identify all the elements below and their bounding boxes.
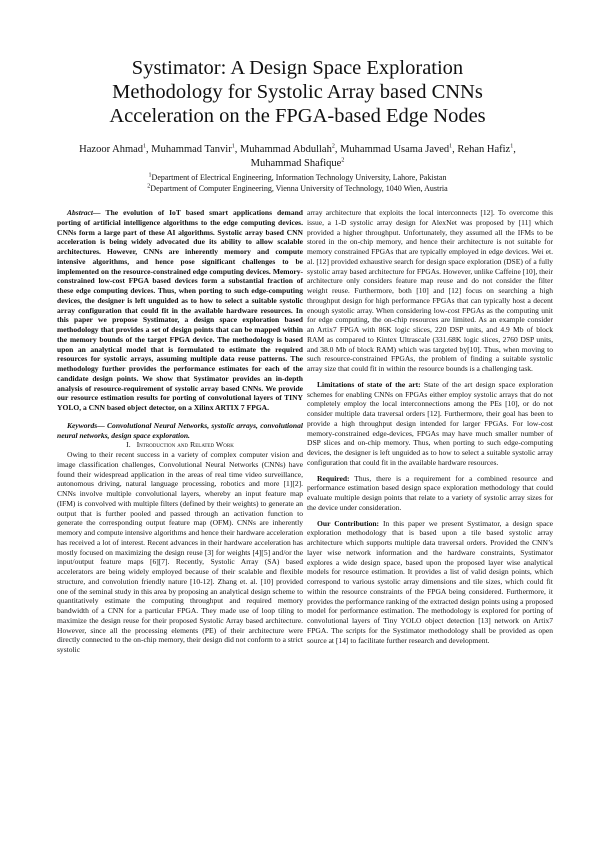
affiliations bbox=[60, 173, 535, 194]
title-line: Systimator: A Design Space Exploration bbox=[131, 57, 464, 79]
affiliation-1: $^1$Department of Electrical Engineering, Information Technology University, Lahore, Pakistan bbox=[148, 172, 447, 182]
abstract: Abstract— The evolution of IoT based smart applications demand porting of artificial intelligence algorithms to the edge computing devices. CNNs form a large part of these AI algorithms. Systolic array based CNN acceleration is being widely advocated due its ability to allow scalable architectures. However, CNNs are inherently memory and compute intensive algorithms, and hence pose significant challenges to be implemented on the resource-constrained edge computing devices. Memory-constrained low-cost FPGA based devices form a substantial fraction of these edge computing devices. Thus, when porting to such edge-computing devices, the designer is left unguided as to how to select a suitable systolic array configuration that could fit in the available hardware resources. In this paper we propose Systimator, a design space exploration based methodology that provides a set of design points that can be mapped within the memory bounds of the target FPGA device. The methodology is based upon an analytical model that is formulated to estimate the required resources for systolic arrays, assuming multiple data reuse patterns. The methodology further provides the performance estimates for each of the candidate design points. We show that Systimator provides an in-depth analysis of resource-requirement of systolic array based CNNs. We provide our resource estimation results for porting of convolutional layers of TINY YOLO, a CNN based object detector, on a Xilinx ARTIX 7 FPGA. bbox=[57, 208, 303, 412]
keywords: Keywords— Convolutional Neural Networks, systolic arrays, convolutional neural networks, design space exploration. bbox=[57, 420, 303, 440]
required-paragraph: Required: Thus, there is a requirement for a combined resource and performance estimation based design space exploration methodology that could evaluate multiple design points that relate to a variety of systolic array sizes for the device under consideration. bbox=[307, 473, 553, 512]
section-heading: I. Introduction and Related Work bbox=[126, 440, 234, 450]
author-name: , Rehan Hafiz bbox=[452, 144, 511, 155]
left-column bbox=[57, 208, 303, 655]
author-name: , Muhammad Usama Javed bbox=[334, 144, 450, 155]
author-list: Hazoor Ahmad$^1$, Muhammad Tanvir$^1$, Muhammad Abdullah$^2$, Muhammad Usama Javed$^1$, Rehan Hafiz$^1$, Muhammad Shafique$^2$ bbox=[79, 143, 516, 169]
paper-title bbox=[60, 56, 535, 128]
title-line: Acceleration on the FPGA-based Edge Nodes bbox=[109, 105, 486, 127]
contribution-paragraph: Our Contribution: In this paper we present Systimator, a design space exploration methodology that is based upon a tile based systolic array architecture which supports multiple data traversal orders. Provided the CNN’s layer wise network information and the hardware constraints, Systimator explores a wide design space, based upon the proposed layer wise analytical models for resource estimation. It provides a list of valid design points, which correspond to various systolic array dimensions and tile sizes, which could fit within the resource constraints of the FPGA being considered. Furthermore, it provides the performance ranking of the extracted design points using a proposed model for performance estimation. The methodology is explored for porting of convolutional layers of Tiny YOLO object detection [13] network on Artix7 FPGA. The scripts for the Systimator methodology shall be provided as open source at [14] to facilitate further research and development. bbox=[307, 518, 553, 645]
author-name: , Muhammad Abdullah bbox=[234, 144, 332, 155]
author-name: , Muhammad Tanvir bbox=[146, 144, 232, 155]
title-line: Methodology for Systolic Array based CNNs bbox=[112, 81, 483, 103]
affiliation-2: $^2$Department of Computer Engineering, Vienna University of Technology, 1040 Wien, Austria bbox=[147, 182, 448, 193]
body-paragraph: array architecture that exploits the local interconnects [12]. To overcome this issue, a 1-D systolic array design for AlexNet was proposed by [11] which provided a higher throughput. Unfortunately, they assumed all the IFMs to be stored in the on-chip memory, and hence their architecture is not suitable for memory constrained FPGAs that are typically employed in edge devices. Wei et. al. [12] provided exhaustive search for design space exploration (DSE) of a fully systolic array based architecture for FPGAs. However, unlike Caffeine [10], their architecture only considers feature map reuse and do not consider the filter weight reuse. Furthermore, both [10] and [12] focus on searching a high throughput design for high performance FPGAs that can typically host a decent enough systolic array. When considering low-cost FPGAs as the computing unit for edge computing, the on-chip resources are limited. As an example consider an Artix7 FPGA with 86K logic slices, 220 DSP units, and 4.9 Mb of block RAM as compared to Kintex Ultrascale (331.68K logic slices, 2760 DSP units, and 38.0 Mb of block RAM) which was targeted by[10]. Thus, when moving to such resource-constrained FPGAs, the problem of finding a suitable systolic array size that could fit in within the resource bounds is a challenging task. bbox=[307, 208, 553, 373]
intro-paragraph: Owing to their recent success in a variety of complex computer vision and image classification challenges, Convolutional Neural Networks (CNNs) have found their widespread application in the areas of real time video surveillance, autonomous driving, natural language processing, robotics and more [1][2]. CNNs involve multiple convolutional layers, whereby an input feature map (IFM) is convolved with multiple filters (defined by their weights) to generate an output that is further pooled and passed through an activation function to generate the corresponding output feature map (OFM). CNNs are inherently memory and compute intensive algorithms and hence their hardware acceleration has received a lot of interest. Recent advances in their hardware acceleration has mostly focused on maximizing the design reuse [3] for weights [4][5] and/or the input/output feature maps [6][7]. Recently, Systolic Array (SA) based accelerators are being widely employed because of their scalable and flexible structure, and convolution friendly nature [10-12]. Zhang et. al. [10] provided one of the seminal study in this area by proposing an analytical design scheme to quantitatively estimate the computing throughput and required memory bandwidth of a CNN for a particular FPGA. They made use of loop tiling to maximize the design reuse for their proposed Systolic Array based architecture. However, since all the processing elements (PE) of their architecture were directly connected to the on-chip memory, their design did not conform to a strict systolic bbox=[57, 450, 303, 654]
author-name: Muhammad Shafique bbox=[250, 158, 342, 169]
author-name: Hazoor Ahmad bbox=[79, 144, 144, 155]
limitations-paragraph: Limitations of state of the art: State of the art design space exploration schemes for enabling CNNs on FPGAs either employ systolic arrays that do not completely employ the local interconnections among the PEs [10], or do not consider multiple data traversal orders [12]. Furthermore, their goal has been to provide a high throughput design intended for larger FPGAs. For low-cost memory-constrained edge-devices, FPGAs may have much smaller number of DSP slices and on-chip memory. Thus, when porting to such edge-computing devices, the designer is left unguided as to how to select a suitable systolic array configuration that could fit in the available hardware resources. bbox=[307, 379, 553, 467]
right-column bbox=[307, 208, 553, 645]
